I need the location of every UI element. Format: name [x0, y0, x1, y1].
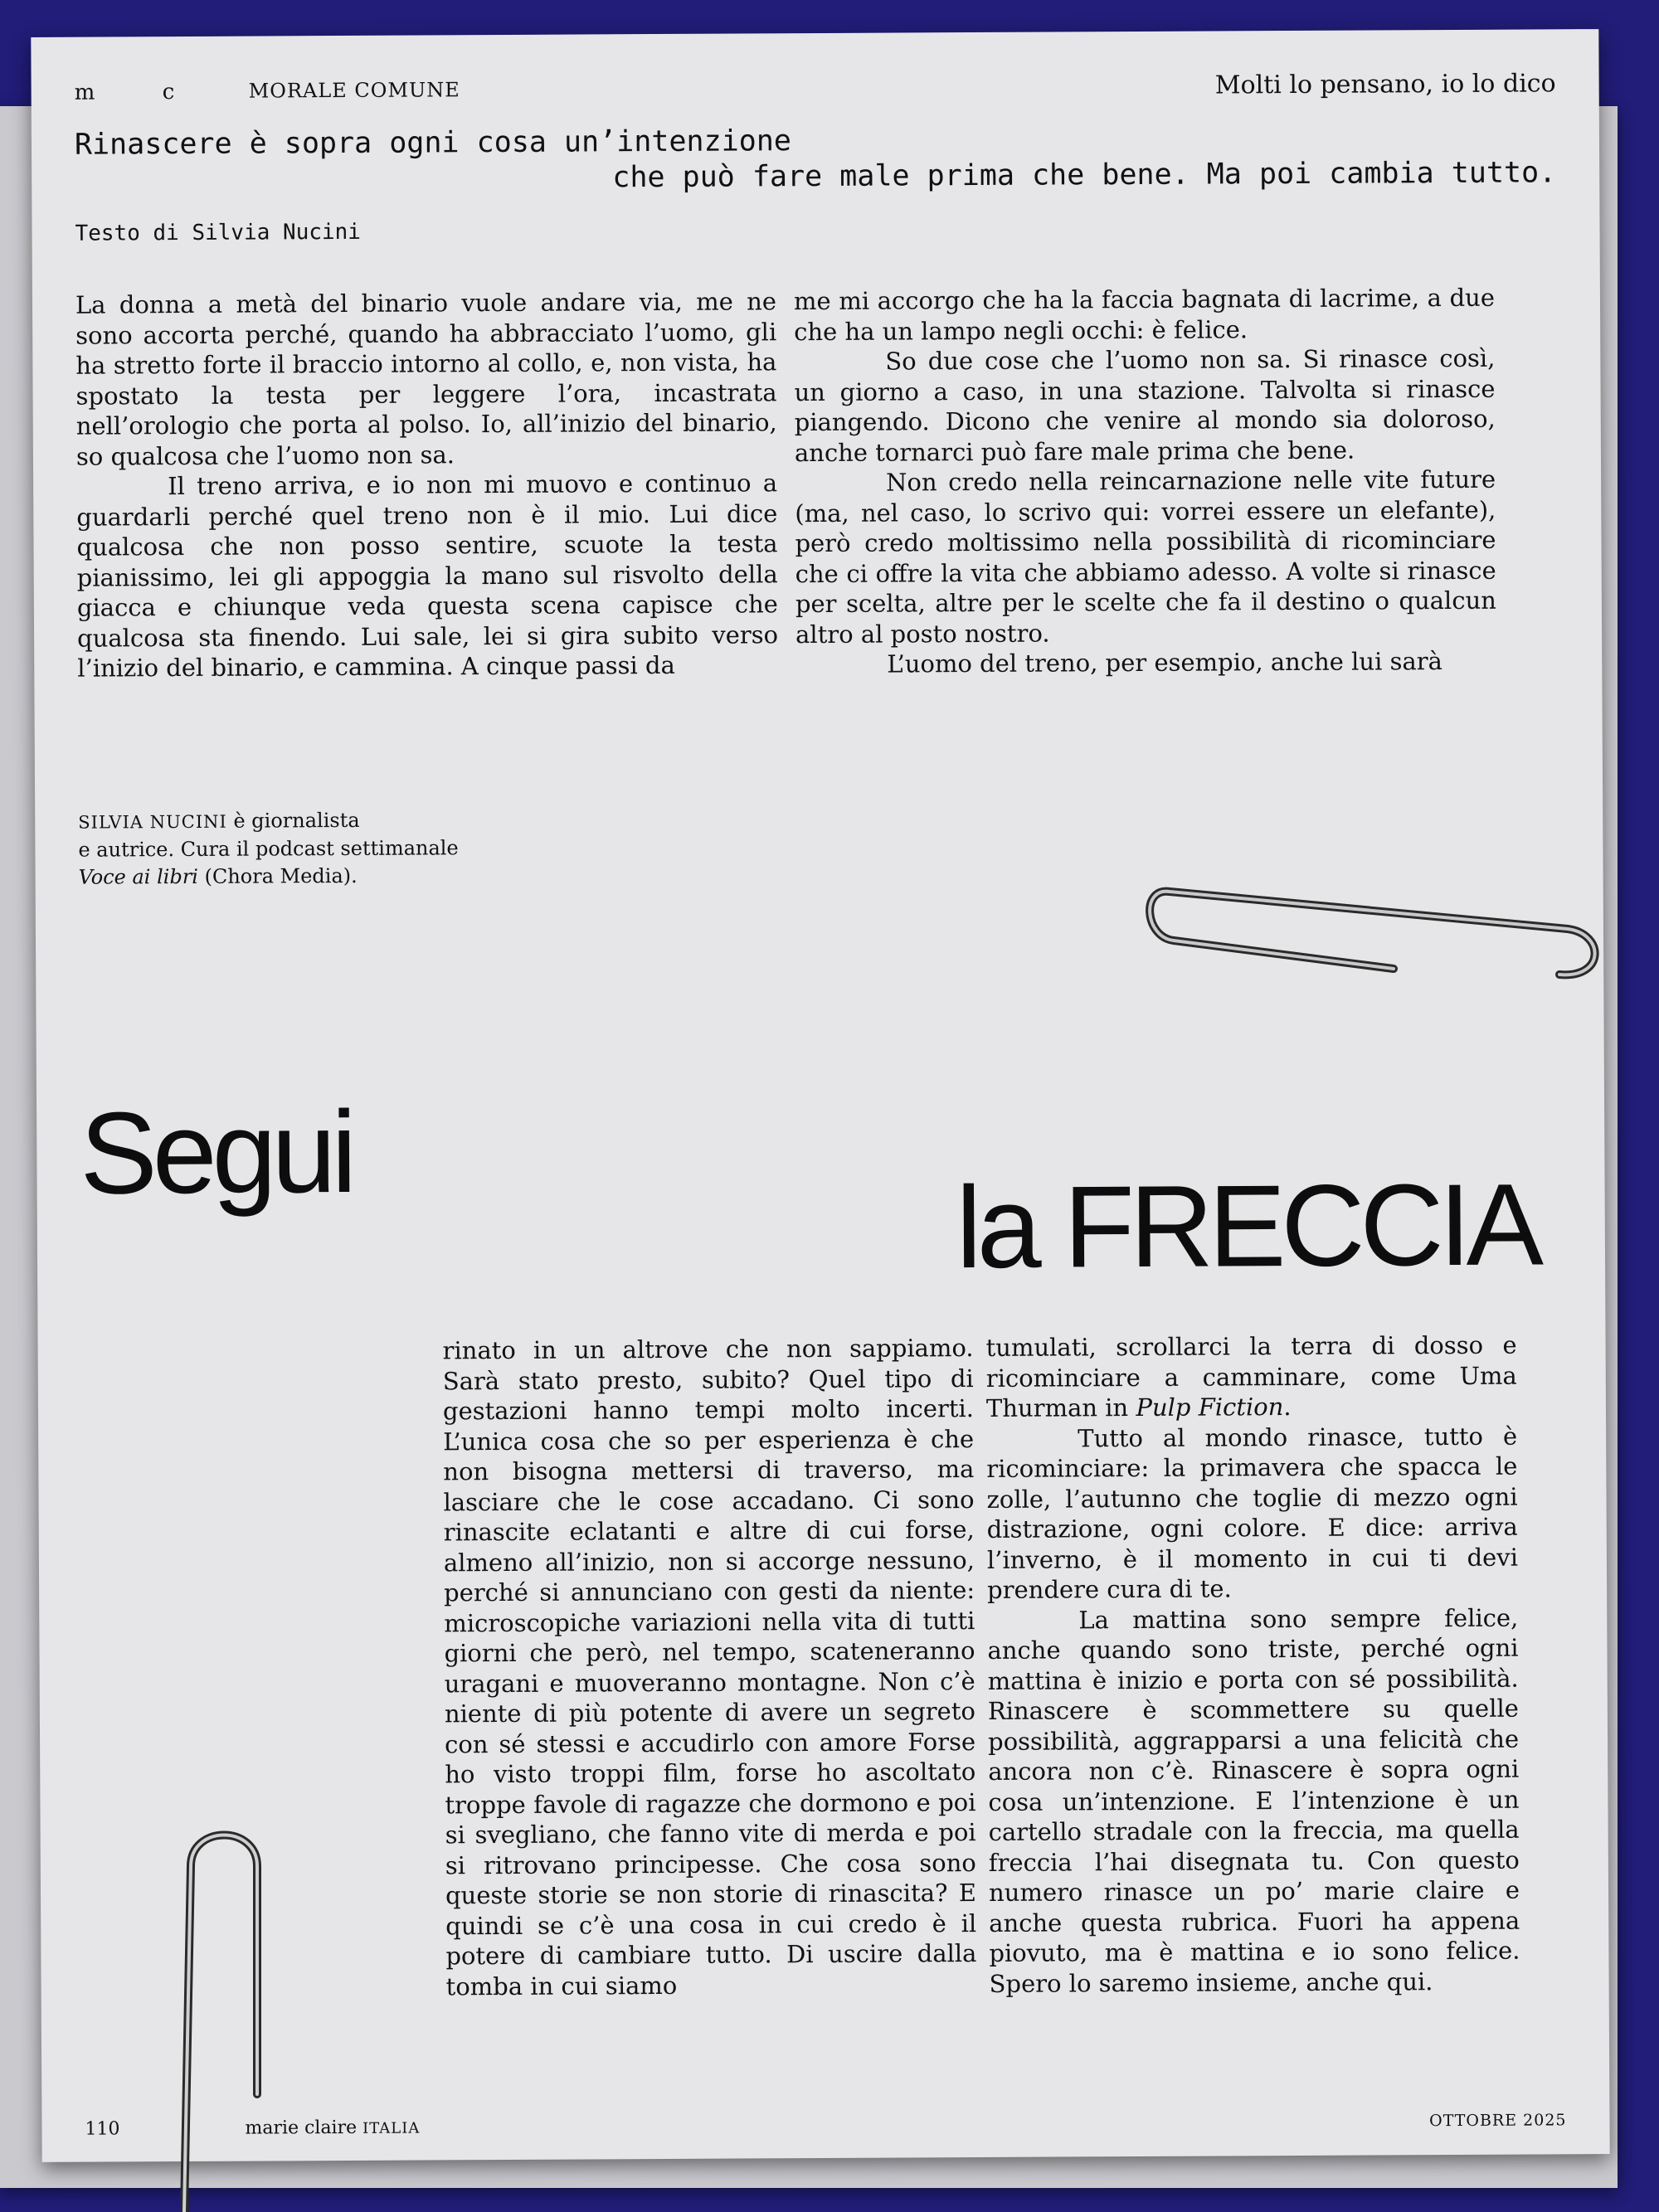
bottom-column-right	[986, 1330, 1520, 1999]
headline-word-2: la FRECCIA	[956, 1159, 1540, 1293]
top-column-left	[75, 286, 778, 683]
byline: Testo di Silvia Nucini	[75, 219, 361, 246]
header-tagline: Molti lo pensano, io lo dico	[1214, 69, 1556, 100]
paragraph: So due cose che l’uomo non sa. Si rinasce così, un giorno a caso, in una stazione. Talvolta si rinasce piangendo. Dicono che venire al mondo sia doloroso, anche tornarci può fare male prima che bene.	[794, 343, 1496, 467]
paragraph: tumulati, scrollarci la terra di dosso e ricominciare a camminare, come Uma Thurman in Pulp Fiction.	[985, 1330, 1517, 1422]
paragraph: La donna a metà del binario vuole andare via, me ne sono accorta perché, quando ha abbracciato l’uomo, gli ha stretto forte il braccio intorno al collo, e, non vista, ha spostato la testa per leggere l’ora, incastrata nell’orologio che porta al polso. Io, all’inizio del binario, so qualcosa che l’uomo non sa.	[75, 287, 777, 471]
section-name: MORALE COMUNE	[248, 78, 460, 103]
paragraph: rinato in un altrove che non sappiamo. Sarà stato presto, subito? Quel tipo di gestazioni hanno tempi molto incerti. L’unica cosa che so per esperienza è che non bisogna mettersi di traverso, ma lasciare che le cose accadano. Ci sono rinascite eclatanti e altre di cui forse, almeno all’inizio, non si accorge nessuno, perché si annunciano con gesti da niente: microscopiche variazioni nella vita di tutti giorni che però, nel tempo, scateneranno uragani e muoveranno montagne. Non c’è niente di più potente di avere un segreto con sé stessi e accudirlo con amore Forse ho visto troppi film, forse ho ascoltato troppe favole di ragazze che dormono e poi si svegliano, che fanno vite di merda e poi si ritrovano principesse. Che cosa sono queste storie se non storie di rinascita? E quindi se c’è una cosa in cui credo è il potere di cambiare tutto. Di uscire dalla tomba in cui siamo	[442, 1334, 977, 2001]
paper-clip-bottom	[166, 1825, 274, 2212]
paragraph: L’uomo del treno, per esempio, anche lui sarà	[887, 647, 1443, 678]
paragraph: La mattina sono sempre felice, anche quando sono triste, perché ogni mattina è inizio e porta con sé possibilità. Rinascere è scommettere su quelle possibilità, aggrapparsi a una felicità che ancora non c’è. Rinascere è sopra ogni cosa un’intenzione. E l’intenzione è un cartello stradale con la freccia, ma quella freccia l’hai disegnata tu. Con questo numero rinasce un po’ marie claire e anche questa rubrica. Fuori ha appena piovuto, ma è mattina e io sono felice. Spero lo saremo insieme, anche qui.	[987, 1603, 1520, 1998]
standfirst-line-2: che può fare male prima che bene. Ma poi cambia tutto.	[612, 156, 1557, 195]
author-bio: SILVIA NUCINI è giornalista e autrice. Cura il podcast settimanale Voce ai libri (Chora Media).	[78, 808, 459, 889]
paragraph: Non credo nella reincarnazione nelle vite future (ma, nel caso, lo scrivo qui: vorrei essere un elefante), però credo moltissimo nella possibilità di ricominciare che ci offre la vita che abbiamo adesso. A volte si rinasce per scelta, altre per le scelte che fa il destino o qualcun altro al posto nostro.	[795, 464, 1496, 649]
standfirst-line-1: Rinascere è sopra ogni cosa un’intenzione	[74, 124, 792, 162]
bottom-column-left	[443, 1333, 977, 2001]
header-c: c	[162, 80, 175, 105]
footer-magazine: marie claire ITALIA	[245, 2117, 421, 2139]
headline-word-1: Segui	[79, 1086, 353, 1218]
bio-line-2: e autrice. Cura il podcast settimanale	[78, 836, 459, 862]
paragraph: Tutto al mondo rinasce, tutto è ricominciare: la primavera che spacca le zolle, l’autunno che toglie di mezzo ogni distrazione, ogni colore. E dice: arriva l’inverno, è il momento in cui ti devi prendere cura di te.	[986, 1422, 1519, 1604]
paper-clip-top	[1136, 854, 1601, 1012]
paragraph: me mi accorgo che ha la faccia bagnata di lacrime, a due che ha un lampo negli occhi: è felice.	[793, 283, 1496, 346]
footer-issue: OTTOBRE 2025	[1429, 2111, 1567, 2131]
podcast-title: Voce ai libri	[78, 864, 199, 889]
bio-name: SILVIA NUCINI	[78, 811, 227, 833]
paragraph: Il treno arriva, e io non mi muovo e continuo a guardarli perché quel treno non è il mio. Lui dice qualcosa che non posso sentire, scuote la testa pianissimo, lei gli appoggia la mano sul risvolto della giacca e chiunque veda questa scena capisce che qualcosa sta finendo. Lui sale, lei si gira subito verso l’inizio del binario, e cammina. A cinque passi da	[76, 469, 779, 683]
header-m: m	[74, 80, 95, 105]
top-column-right	[794, 283, 1496, 680]
page-number: 110	[85, 2118, 120, 2140]
film-title: Pulp Fiction	[1136, 1393, 1284, 1422]
